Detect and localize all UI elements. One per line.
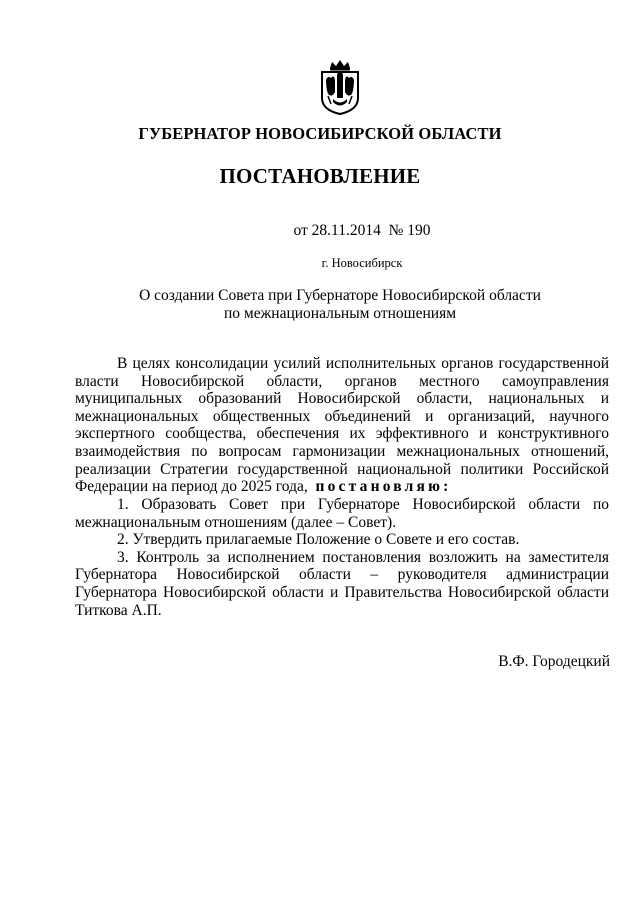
- decree-item-2: 2. Утвердить прилагаемые Положение о Совете и его состав.: [117, 531, 520, 549]
- decree-item-3: 3. Контроль за исполнением постановления возложить на заместителя Губернатора Новосибирской области – руководителя администрации Губернатора Новосибирской области и Правительства Новосибирской области Титкова А.П.: [75, 548, 609, 619]
- decree-items: [75, 496, 609, 619]
- preamble-text: В целях консолидации усилий исполнительных органов государственной власти Новосибирской области, органов местного самоуправления муниципальных образований Новосибирской области, национальных и межнациональных общественных объединений и организаций, научного экспертного сообщества, обеспечения их эффективного и конструктивного взаимодействия по вопросам гармонизации межнациональных отношений, реализации Стратегии государственной национальной политики Российской Федерации на период до 2025 года,: [75, 355, 609, 496]
- decree-colon: :: [443, 478, 449, 496]
- decree-word: постановляю: [315, 478, 444, 496]
- signatory-name: В.Ф. Городецкий: [498, 653, 610, 670]
- preamble-paragraph: [75, 355, 609, 496]
- document-date-number: от 28.11.2014 № 190: [293, 222, 431, 239]
- subject-line-1: О создании Совета при Губернаторе Новосибирской области: [139, 287, 541, 304]
- document-type-title: ПОСТАНОВЛЕНИЕ: [219, 164, 421, 188]
- issuing-authority: ГУБЕРНАТОР НОВОСИБИРСКОЙ ОБЛАСТИ: [138, 124, 502, 143]
- coat-of-arms-icon: [316, 58, 364, 116]
- subject-line-2: по межнациональным отношениям: [223, 305, 457, 322]
- document-subject: [20, 287, 640, 323]
- document-city: г. Новосибирск: [321, 256, 403, 270]
- decree-item-1: 1. Образовать Совет при Губернаторе Новосибирской области по межнациональным отношениям (далее – Совет).: [75, 496, 609, 531]
